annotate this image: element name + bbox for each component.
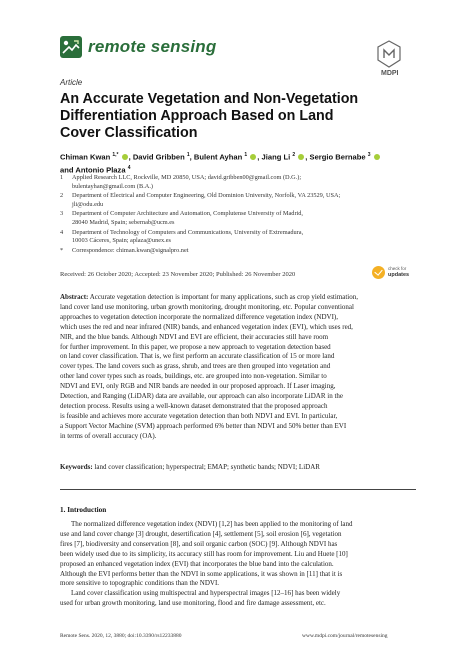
correspondence-text: Correspondence: chiman.kwan@signalpro.net: [72, 246, 189, 254]
body-line: use and land cover change [3] drought, desertification [4], settlement [5], soil erosion [6], vegetation: [60, 529, 342, 538]
abstract-line: NDVI and EVI, only RGB and NIR bands are needed in our proposed approach. If Laser imaging,: [60, 382, 336, 391]
check-updates-button[interactable]: [372, 265, 418, 281]
body-line: Although the EVI performs better than the NDVI in some applications, it was shown in [11] that it is: [60, 569, 343, 578]
affiliation-number: 4: [60, 228, 64, 236]
check-updates-label: check for: [388, 266, 407, 271]
publisher-name: MDPI: [381, 70, 399, 77]
author-affiliation-marker: 3: [367, 152, 371, 158]
abstract-line: other land cover types such as roads, buildings, etc. are grouped into non-vegetation. Similar to: [60, 372, 327, 381]
author-affiliation-marker: 1,*: [112, 152, 119, 158]
affiliation-item: [60, 247, 420, 256]
author-name[interactable]: Sergio Bernabe: [309, 152, 366, 162]
article-type: Article: [60, 78, 83, 87]
affiliation-number: 1: [60, 174, 64, 181]
abstract-line: detection process. Results using a well-known dataset demonstrated that the proposed approach: [60, 401, 328, 410]
abstract: [60, 293, 416, 442]
body-line: proposed an enhanced vegetation index (EVI) that incorporates the blue band into the calculation.: [60, 559, 334, 568]
body-line: The normalized difference vegetation index (NDVI) [1,2] has been applied to the monitoring of land: [71, 520, 353, 528]
abstract-line: land cover land use monitoring, urban growth monitoring, drought monitoring, etc. Popular conventional: [60, 302, 354, 311]
author-name[interactable]: Bulent Ayhan: [193, 152, 243, 162]
journal-name: remote sensing: [88, 37, 217, 56]
check-updates-label: updates: [388, 272, 410, 278]
abstract-line: which uses the red and near infrared (NIR) bands, and enhanced vegetation index (EVI), which uses red,: [60, 322, 353, 331]
author-affiliation-marker: 2: [292, 152, 296, 158]
keywords-label: Keywords:: [60, 463, 93, 471]
title-line: Cover Classification: [60, 125, 198, 141]
publication-dates: Received: 26 October 2020; Accepted: 23 November 2020; Published: 26 November 2020: [60, 271, 296, 278]
author-name[interactable]: Jiang Li: [261, 152, 291, 162]
affiliation-item: [60, 192, 420, 209]
affiliation-number: 2: [60, 192, 64, 200]
body-line: Land cover classification using multispectral and hyperspectral images [12–16] has been widely: [71, 589, 341, 598]
publisher-logo-icon: [377, 40, 401, 68]
affiliation-text: 10003 Cáceres, Spain; aplaza@unex.es: [72, 237, 171, 245]
body-line: used for urban growth monitoring, land use monitoring, flood and fire damage assessment, etc.: [60, 599, 326, 608]
author-affiliation-marker: 1: [244, 152, 248, 158]
title-line: Differentiation Approach Based on Land: [60, 108, 334, 124]
orcid-icon[interactable]: [122, 154, 128, 160]
correspondence-marker: *: [60, 246, 64, 254]
section-heading: 1. Introduction: [60, 506, 107, 514]
orcid-icon[interactable]: [298, 154, 304, 160]
affiliation-item: [60, 229, 420, 246]
affiliation-item: [60, 174, 420, 191]
affiliation-list: [60, 174, 420, 256]
affiliation-text: Applied Research LLC, Rockville, MD 20850, USA; david.gribben00@gmail.com (D.G.);: [72, 174, 302, 181]
abstract-line: approaches to vegetation detection incorporate the normalized difference vegetation index (NDVI),: [60, 312, 339, 321]
affiliation-text: Department of Electrical and Computer Engineering, Old Dominion University, Norfolk, VA 23529, USA;: [72, 192, 341, 200]
abstract-line: Detection, and Ranging (LiDAR) data are available, our approach can also incorporate LiDAR in the: [60, 392, 344, 401]
journal-logo-icon: [60, 36, 82, 58]
affiliation-text: Department of Computer Architecture and Automation, Complutense University of Madrid,: [72, 210, 304, 218]
introduction-body: [60, 520, 416, 609]
abstract-line: is feasible and achieves more accurate vegetation detection than both NDVI and EVI. In particular,: [60, 411, 338, 420]
checkmark-icon: [372, 266, 385, 279]
affiliation-text: bulentayhan@gmail.com (B.A.): [72, 182, 153, 190]
author-affiliation-marker: 1: [186, 152, 190, 158]
affiliation-text: jli@odu.edu: [72, 200, 104, 208]
abstract-line: NIR, and the blue bands. Although NDVI and EVI are efficient, their accuracies still have room: [60, 332, 329, 341]
author-affiliation-marker: 4: [127, 164, 131, 171]
article-title: [60, 91, 360, 142]
orcid-icon[interactable]: [250, 154, 256, 160]
author-name[interactable]: David Gribben: [132, 152, 185, 162]
body-line: been widely used due to its simplicity, its accuracy still has room for improvement. Liu and Huete [10]: [60, 549, 348, 558]
keywords: [60, 463, 320, 471]
journal-url[interactable]: www.mdpi.com/journal/remotesensing: [302, 633, 388, 639]
body-line: fires [7], biodiversity and conservation [8], and soil organic carbon (SOC) [9]. Although NDVI has: [60, 539, 338, 548]
abstract-label: Abstract:: [60, 293, 89, 301]
orcid-icon[interactable]: [374, 154, 380, 160]
author-name[interactable]: Chiman Kwan: [60, 152, 111, 162]
section-divider: [60, 489, 416, 490]
author-list: Chiman Kwan $^{1,*}$ , David Gribben $^1$, Bulent Ayhan $^1$ , Jiang Li $^2$ , Sergio Bernabe $^3$ and Antonio Plaza $^4$: [60, 150, 420, 175]
abstract-line: on land cover classification. That is, we first perform an accurate classification of 15 or more land: [60, 352, 335, 361]
title-line: An Accurate Vegetation and Non-Vegetation: [60, 91, 359, 107]
affiliation-number: 3: [60, 210, 64, 218]
author-name[interactable]: Antonio Plaza: [75, 165, 126, 175]
author-conjunction: and: [60, 165, 74, 175]
affiliation-text: 28040 Madrid, Spain; sebernab@ucm.es: [72, 218, 175, 226]
affiliation-item: [60, 210, 420, 227]
abstract-line: a Support Vector Machine (SVM) approach performed 6% better than NDVI and 50% better than EVI: [60, 421, 347, 430]
keywords-text: land cover classification; hyperspectral; EMAP; synthetic bands; NDVI; LiDAR: [92, 463, 320, 471]
abstract-text: Accurate vegetation detection is important for many applications, such as crop yield estimation,: [88, 293, 359, 301]
citation-footer: Remote Sens. 2020, 12, 3880; doi:10.3390/rs12233880: [60, 633, 182, 639]
abstract-line: in terms of overall accuracy (OA).: [60, 431, 157, 440]
abstract-line: for further improvement. In this paper, we propose a new approach to vegetation detection based: [60, 342, 331, 351]
affiliation-text: Department of Technology of Computers and Communications, University of Extremadura,: [72, 228, 304, 236]
abstract-line: cover types. The land covers such as grass, shrub, and trees are then grouped into vegetation and: [60, 362, 331, 371]
body-line: more sensitive to topographic conditions than the NDVI.: [60, 579, 220, 588]
